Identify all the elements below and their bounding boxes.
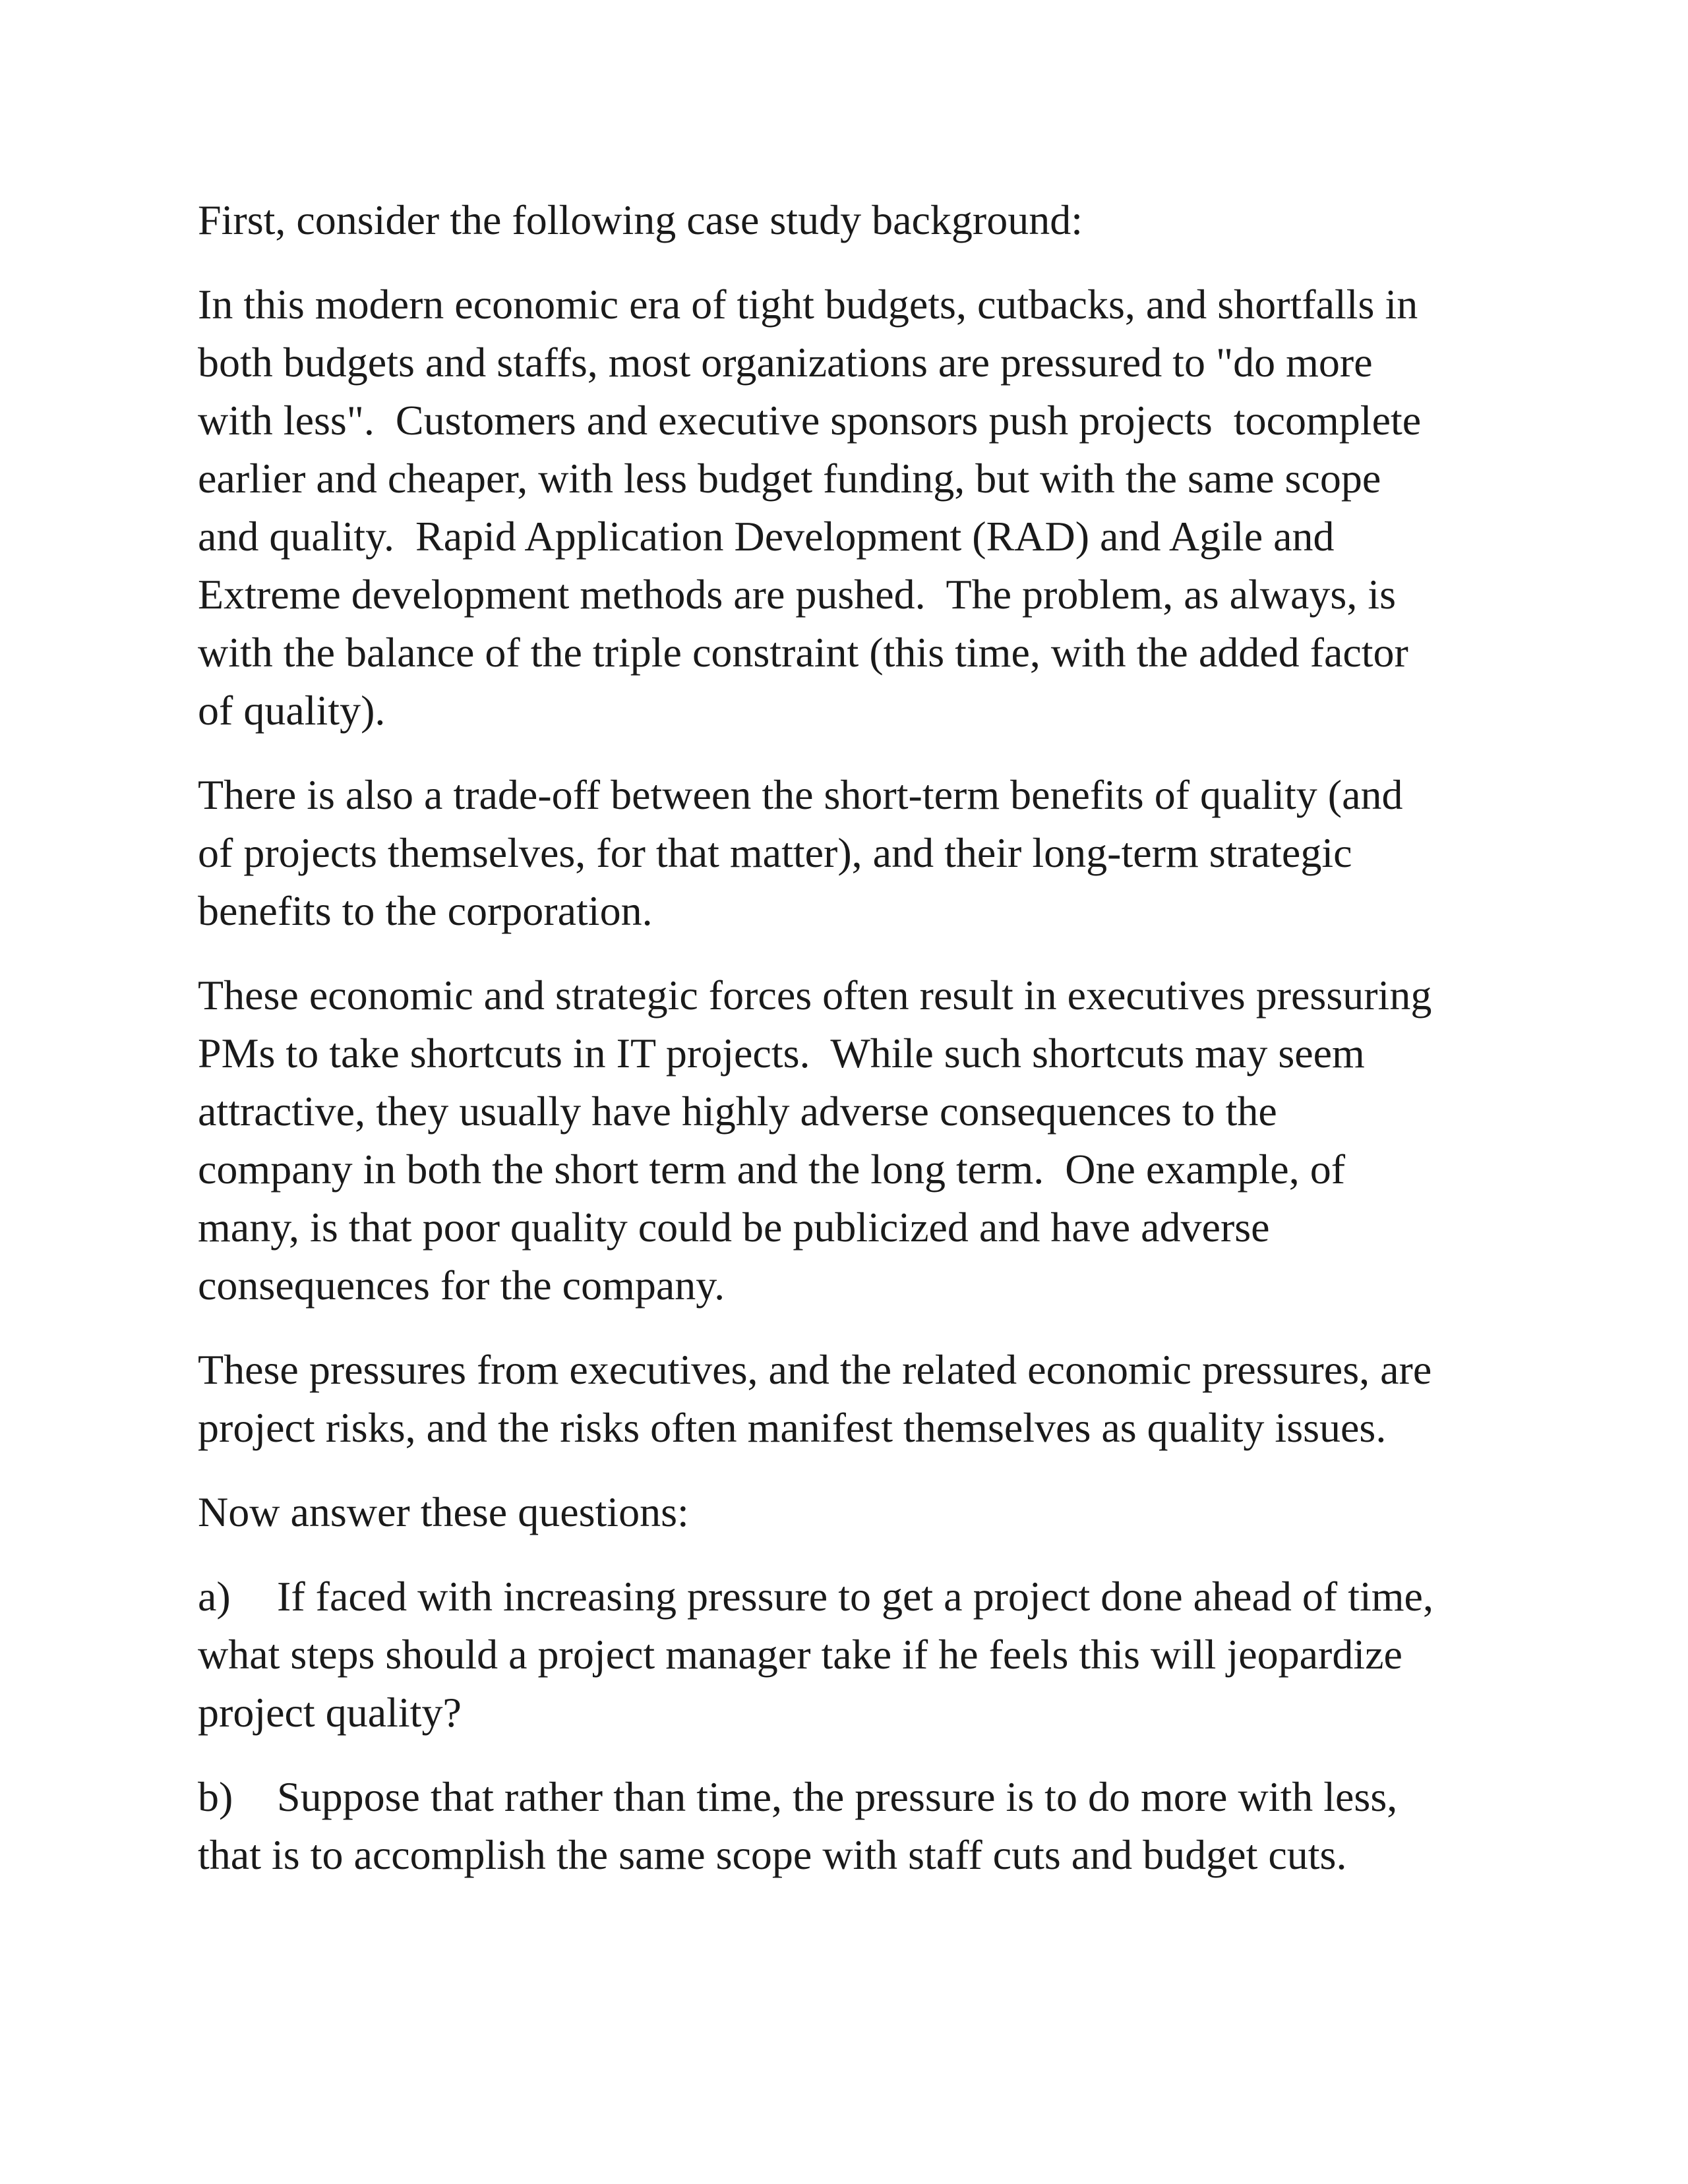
text-line: Suppose that rather than time, the pressure is to do more with less, (277, 1773, 1398, 1820)
text-line: PMs to take shortcuts in IT projects. While such shortcuts may seem (198, 1030, 1365, 1077)
question-first-line (198, 1768, 1510, 1826)
text-line: Extreme development methods are pushed. The problem, as always, is (198, 571, 1396, 618)
text-line: with less". Customers and executive sponsors push projects tocomplete (198, 397, 1422, 444)
text-line: many, is that poor quality could be publicized and have adverse (198, 1204, 1270, 1251)
text-line: In this modern economic era of tight budgets, cutbacks, and shortfalls in (198, 281, 1418, 328)
questions-intro-text: Now answer these questions: (198, 1489, 689, 1535)
text-line: attractive, they usually have highly adverse consequences to the (198, 1088, 1277, 1135)
text-line: what steps should a project manager take if he feels this will jeopardize (198, 1631, 1402, 1678)
text-line: If faced with increasing pressure to get a project done ahead of time, (277, 1573, 1433, 1620)
question-label: b) (198, 1773, 233, 1820)
text-line: project quality? (198, 1689, 462, 1736)
questions-intro-paragraph (198, 1483, 1510, 1541)
background-paragraph-1 (198, 276, 1510, 740)
question-first-line (198, 1568, 1510, 1626)
text-line: of quality). (198, 687, 386, 734)
text-line: These economic and strategic forces often result in executives pressuring (198, 972, 1432, 1018)
text-line: company in both the short term and the long term. One example, of (198, 1146, 1345, 1193)
text-line: earlier and cheaper, with less budget funding, but with the same scope (198, 455, 1381, 502)
text-line: of projects themselves, for that matter), and their long-term strategic (198, 829, 1352, 876)
question-a (198, 1568, 1510, 1742)
text-line: that is to accomplish the same scope with staff cuts and budget cuts. (198, 1831, 1347, 1878)
background-paragraph-3 (198, 966, 1510, 1314)
document-body (198, 191, 1510, 1910)
text-line: There is also a trade-off between the short-term benefits of quality (and (198, 771, 1403, 818)
text-line: These pressures from executives, and the related economic pressures, are (198, 1346, 1432, 1393)
background-paragraph-4 (198, 1341, 1510, 1457)
text-line: with the balance of the triple constraint (this time, with the added factor (198, 629, 1408, 676)
text-line: benefits to the corporation. (198, 887, 653, 934)
intro-paragraph (198, 191, 1510, 249)
question-label: a) (198, 1573, 231, 1620)
text-line: both budgets and staffs, most organizations are pressured to "do more (198, 339, 1373, 386)
text-line: consequences for the company. (198, 1262, 725, 1309)
background-paragraph-2 (198, 766, 1510, 940)
text-line: and quality. Rapid Application Development (RAD) and Agile and (198, 513, 1335, 560)
intro-text: First, consider the following case study background: (198, 196, 1083, 243)
text-line: project risks, and the risks often manifest themselves as quality issues. (198, 1404, 1387, 1451)
question-b (198, 1768, 1510, 1884)
